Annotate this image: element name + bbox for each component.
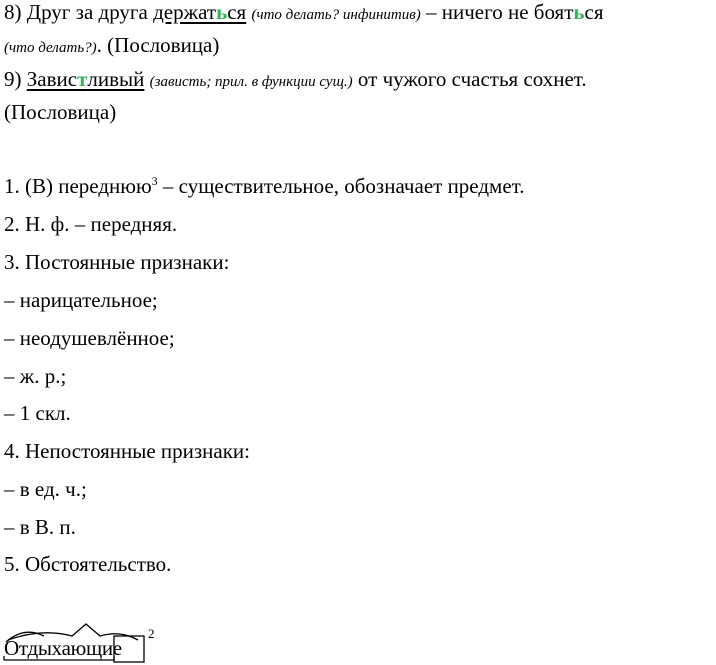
text: от чужого счастья сохнет. — [352, 67, 587, 91]
proverb-9-line-1 — [4, 67, 587, 94]
analysis-item-9: – в ед. ч.; — [4, 477, 87, 501]
analysis-item-5: – неодушевлённое; — [4, 326, 175, 350]
grammar-note: (что делать?) — [4, 40, 97, 56]
highlighted-letter: т — [77, 67, 88, 91]
proverb-8-line-1 — [4, 0, 603, 27]
proverb-9-line-2 — [4, 100, 116, 124]
proverb-8-line-2 — [4, 33, 219, 60]
highlighted-letter: ь — [573, 0, 585, 24]
text: 1. (В) переднюю — [4, 174, 152, 198]
analysis-item-8: 4. Непостоянные признаки: — [4, 439, 250, 463]
text: Друг за друга — [21, 0, 154, 24]
text: (Пословица) — [4, 100, 117, 124]
text: – ничего не боят — [420, 0, 574, 24]
parsed-word: Отдыхающие — [4, 636, 122, 660]
analyzed-word — [27, 67, 145, 91]
text: ся — [584, 0, 604, 24]
grammar-note: (что делать? инфинитив) — [251, 7, 421, 23]
analyzed-word — [153, 0, 246, 24]
grammar-note: (зависть; прил. в функции сущ.) — [149, 74, 353, 90]
word-part: ся — [227, 0, 247, 24]
morpheme-parse: Отдыхающие 2 — [2, 622, 162, 664]
word-part: Завис — [26, 67, 78, 91]
item-number: 8) — [4, 0, 22, 24]
text: . (Пословица) — [96, 33, 220, 57]
text: – существительное, обозначает предмет. — [157, 174, 525, 198]
analysis-item-4: – нарицательное; — [4, 288, 158, 312]
word-part: ливый — [87, 67, 145, 91]
analysis-item-7: – 1 скл. — [4, 401, 71, 425]
analysis-item-10: – в В. п. — [4, 515, 76, 539]
analysis-item-3: 3. Постоянные признаки: — [4, 250, 230, 274]
analysis-item-1 — [4, 174, 525, 198]
analysis-item-6: – ж. р.; — [4, 364, 67, 388]
superscript: 3 — [151, 174, 158, 188]
analysis-item-11: 5. Обстоятельство. — [4, 552, 172, 576]
word-part: держат — [153, 0, 217, 24]
highlighted-letter: ь — [216, 0, 228, 24]
analysis-item-2: 2. Н. ф. – передняя. — [4, 212, 178, 236]
item-number: 9) — [4, 67, 22, 91]
